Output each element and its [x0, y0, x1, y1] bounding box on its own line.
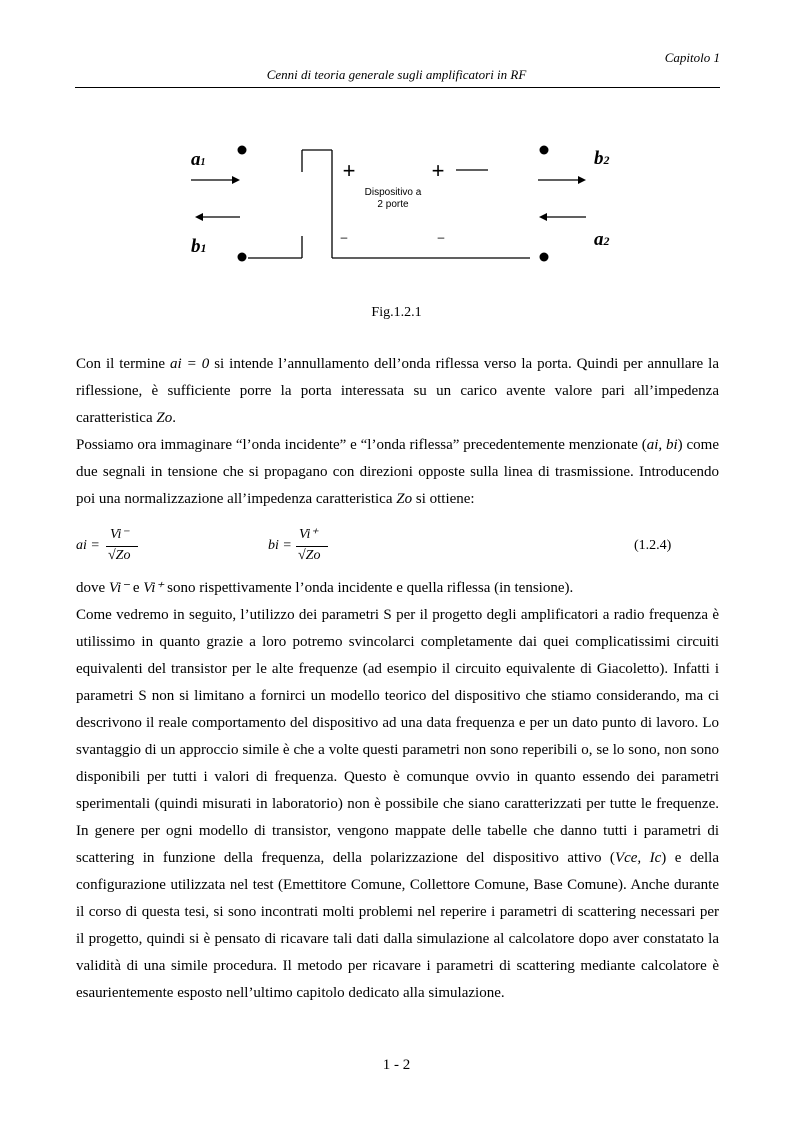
- inline-math-ai: ai = 0: [170, 356, 210, 372]
- equation-1-2-4: [0, 520, 793, 570]
- inline-math-zo: Zo: [156, 410, 173, 426]
- inline-vi-minus: Vi⁻: [108, 580, 130, 596]
- device-label-line1: Dispositivo a: [364, 187, 422, 198]
- port-dot-bottom-right: [540, 253, 549, 262]
- plus-sign-left: +: [342, 158, 356, 183]
- label-a1: a1: [191, 149, 206, 170]
- port-dot-top-left: [238, 146, 247, 155]
- eq-num-a: Vi⁻: [110, 527, 129, 542]
- plus-sign-right: +: [431, 158, 445, 183]
- eq-num-b: Vi⁺: [299, 527, 318, 542]
- inline-math-zo-2: Zo: [396, 491, 413, 507]
- paragraph-1: Con il termine ai = 0 si intende l’annullamento dell’onda riflessa verso la porta. Quindi per annullare la riflessione, è sufficiente porre la porta interessata su un carico avente valore pari all’impedenza caratteristica Zo. Possiamo ora immaginare “l’onda incidente” e “l’onda riflessa” precedentemente menzionate (ai, bi) come due segnali in tensione che si propagano con direzioni opposte sulla linea di trasmissione. Introducendo poi una normalizzazione all’impedenza caratteristica Zo si ottiene:: [76, 356, 719, 507]
- two-port-diagram: [0, 0, 793, 300]
- running-title: Cenni di teoria generale sugli amplificatori in RF: [266, 67, 527, 82]
- chapter-label: Capitolo 1: [664, 50, 720, 65]
- page-number: 1 - 2: [382, 1057, 411, 1073]
- device-label-line2: 2 porte: [377, 199, 409, 210]
- minus-sign-left: –: [340, 230, 348, 244]
- inline-vce-ic: Vce, Ic: [614, 850, 662, 866]
- inline-vi-plus: Vi⁺: [143, 580, 164, 596]
- port-dot-top-right: [540, 146, 549, 155]
- label-b2: b2: [594, 148, 610, 169]
- eq-lhs-b: bi =: [268, 538, 292, 553]
- eq-lhs-a: ai =: [76, 538, 100, 553]
- paragraph-2: dove Vi⁻ e Vi⁺ sono rispettivamente l’onda incidente e quella riflessa (in tensione). Come vedremo in seguito, l’utilizzo dei parametri S per il progetto degli amplificatori a radio frequenza è utilissimo in quanto grazie a loro potremo svincolarci completamente dai quei complicatissimi circuiti equivalenti del transistor per le alte frequenze (ad esempio il circuito equivalente di Giacoletto). Infatti i parametri S non si limitano a fornirci un modello teorico del dispositivo che stiamo considerando, ma ci descrivono il reale comportamento del dispositivo ad una data frequenza e per un dato punto di lavoro. Lo svantaggio di un approccio simile è che a volte questi parametri non sono reperibili o, se lo sono, non sono disponibili per tutti i valori di frequenza. Questo è comunque ovvio in quanto essendo dei parametri sperimentali (quindi misurati in laboratorio) non è possibile che siano caratterizzati per tutte le frequenze. In genere per ogni modello di transistor, vengono mappate delle tabelle che danno tutti i parametri di scattering in funzione della frequenza, della polarizzazione del dispositivo attivo (Vce, Ic) e della configurazione utilizzata nel test (Emettitore Comune, Collettore Comune, Base Comune). Anche durante il corso di questa tesi, si sono incontrati molti problemi nel reperire i parametri di scattering necessari per il progetto, quindi si è pensato di ricavare tali dati dalla simulazione al calcolatore dopo aver constatato la validità di una simile procedura. Il metodo per ricavare i parametri di scattering mediante calcolatore è esaurientemente esposto nell’ultimo capitolo dedicato alla simulazione.: [76, 580, 719, 1001]
- label-a2: a2: [594, 229, 610, 250]
- port-dot-bottom-left: [238, 253, 247, 262]
- figure-caption: Fig.1.2.1: [371, 305, 422, 320]
- eq-den-a: √Zo: [108, 548, 131, 563]
- inline-math-aibi: ai, bi: [646, 437, 678, 453]
- label-b1: b1: [191, 236, 207, 257]
- minus-sign-right: –: [437, 230, 445, 244]
- eq-number: (1.2.4): [634, 538, 672, 553]
- eq-den-b: √Zo: [298, 548, 321, 563]
